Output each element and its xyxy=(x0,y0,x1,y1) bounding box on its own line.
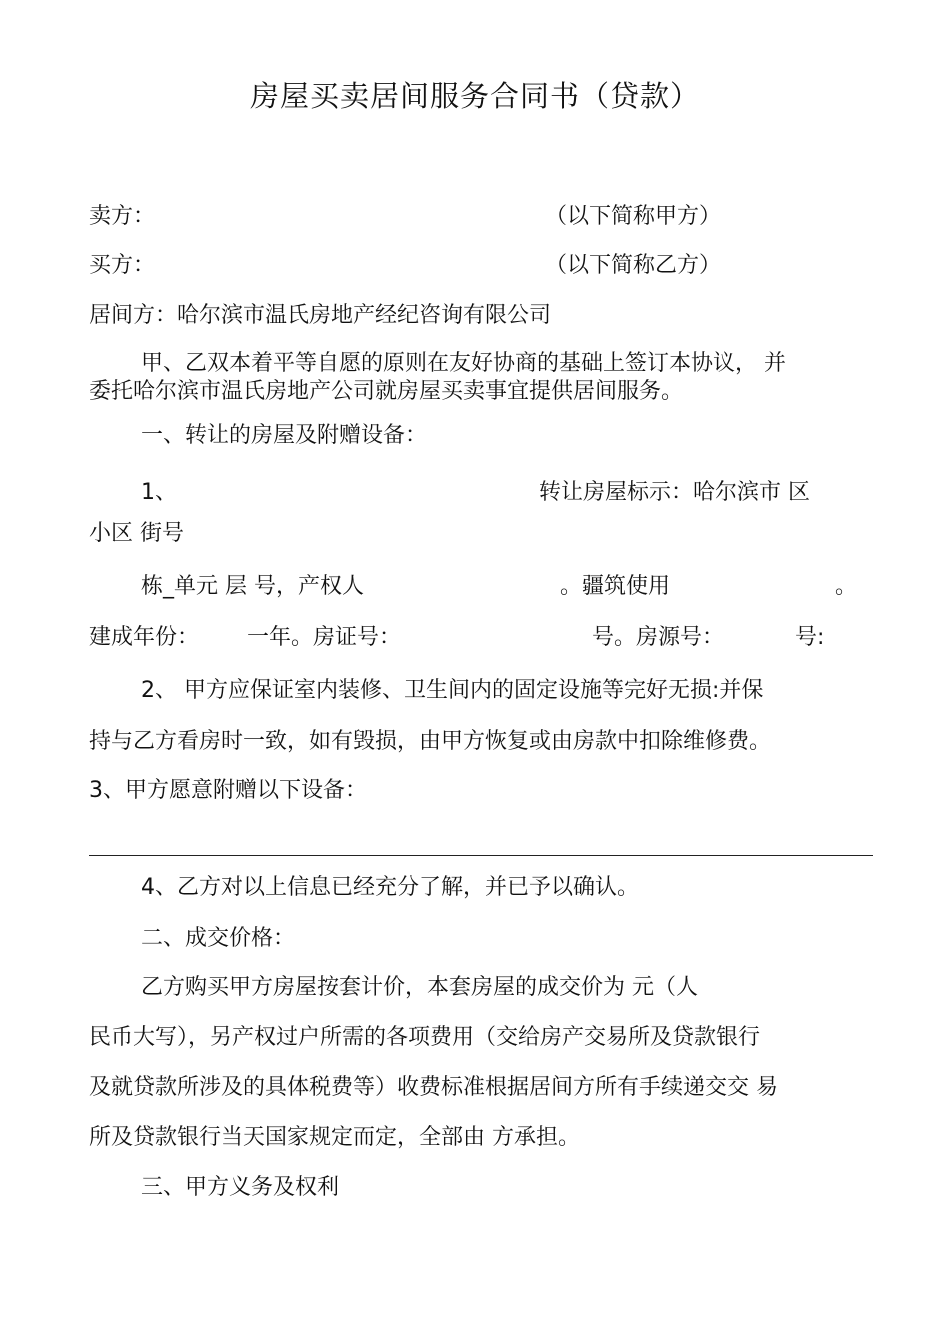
seller-label: 卖方： xyxy=(89,204,156,229)
item-1-text: 转让房屋标示：哈尔滨市 区 xyxy=(539,480,810,505)
item-1-line-4b: 一年。房证号： xyxy=(247,625,402,650)
item-2-line-2: 持与乙方看房时一致，如有毁损，由甲方恢复或由房款中扣除维修费。 xyxy=(89,729,772,754)
agent-line: 居间方：哈尔滨市温氏房地产经纪咨询有限公司 xyxy=(89,303,552,328)
item-3-line: 3、甲方愿意附赠以下设备： xyxy=(89,778,367,803)
blank-fill-line xyxy=(89,855,873,856)
item-1-line-4a: 建成年份： xyxy=(89,625,200,650)
item-1-line-3b: 。疆筑使用 xyxy=(560,574,671,599)
intro-line-2: 委托哈尔滨市温氏房地产公司就房屋买卖事宜提供居间服务。 xyxy=(89,379,684,404)
buyer-note: （以下简称乙方） xyxy=(545,253,722,278)
price-line-2: 民币大写），另产权过户所需的各项费用（交给房产交易所及贷款银行 xyxy=(89,1025,761,1050)
buyer-label: 买方： xyxy=(89,253,156,278)
section-3-heading: 三、甲方义务及权利 xyxy=(141,1175,340,1200)
section-2-heading: 二、成交价格： xyxy=(141,926,296,951)
intro-line-1: 甲、乙双本着平等自愿的原则在友好协商的基础上签订本协议， 并 xyxy=(141,351,786,376)
price-line-1: 乙方购买甲方房屋按套计价，本套房屋的成交价为 元（人 xyxy=(141,975,698,1000)
item-4-line: 4、乙方对以上信息已经充分了解，并已予以确认。 xyxy=(141,875,639,900)
item-2-line-1: 2、 甲方应保证室内装修、卫生间内的固定设施等完好无损:并保 xyxy=(141,678,764,703)
document-title: 房屋买卖居间服务合同书（贷款） xyxy=(249,79,700,113)
price-line-4: 所及贷款银行当天国家规定而定，全部由 方承担。 xyxy=(89,1125,580,1150)
section-1-heading: 一、转让的房屋及附赠设备： xyxy=(141,423,428,448)
price-line-3: 及就贷款所涉及的具体税费等）收费标准根据居间方所有手续递交交 易 xyxy=(89,1075,778,1100)
seller-note: （以下简称甲方） xyxy=(545,204,722,229)
item-1-line-3c: 。 xyxy=(835,574,858,599)
item-1-line-3a: 栋_单元 层 号，产权人 xyxy=(141,574,364,599)
item-1-line-4d: 号: xyxy=(795,625,825,650)
item-1-line-4c: 号。房源号： xyxy=(592,625,725,650)
item-1-line-2: 小区 街号 xyxy=(89,521,184,546)
item-1-number: 1、 xyxy=(141,480,177,505)
